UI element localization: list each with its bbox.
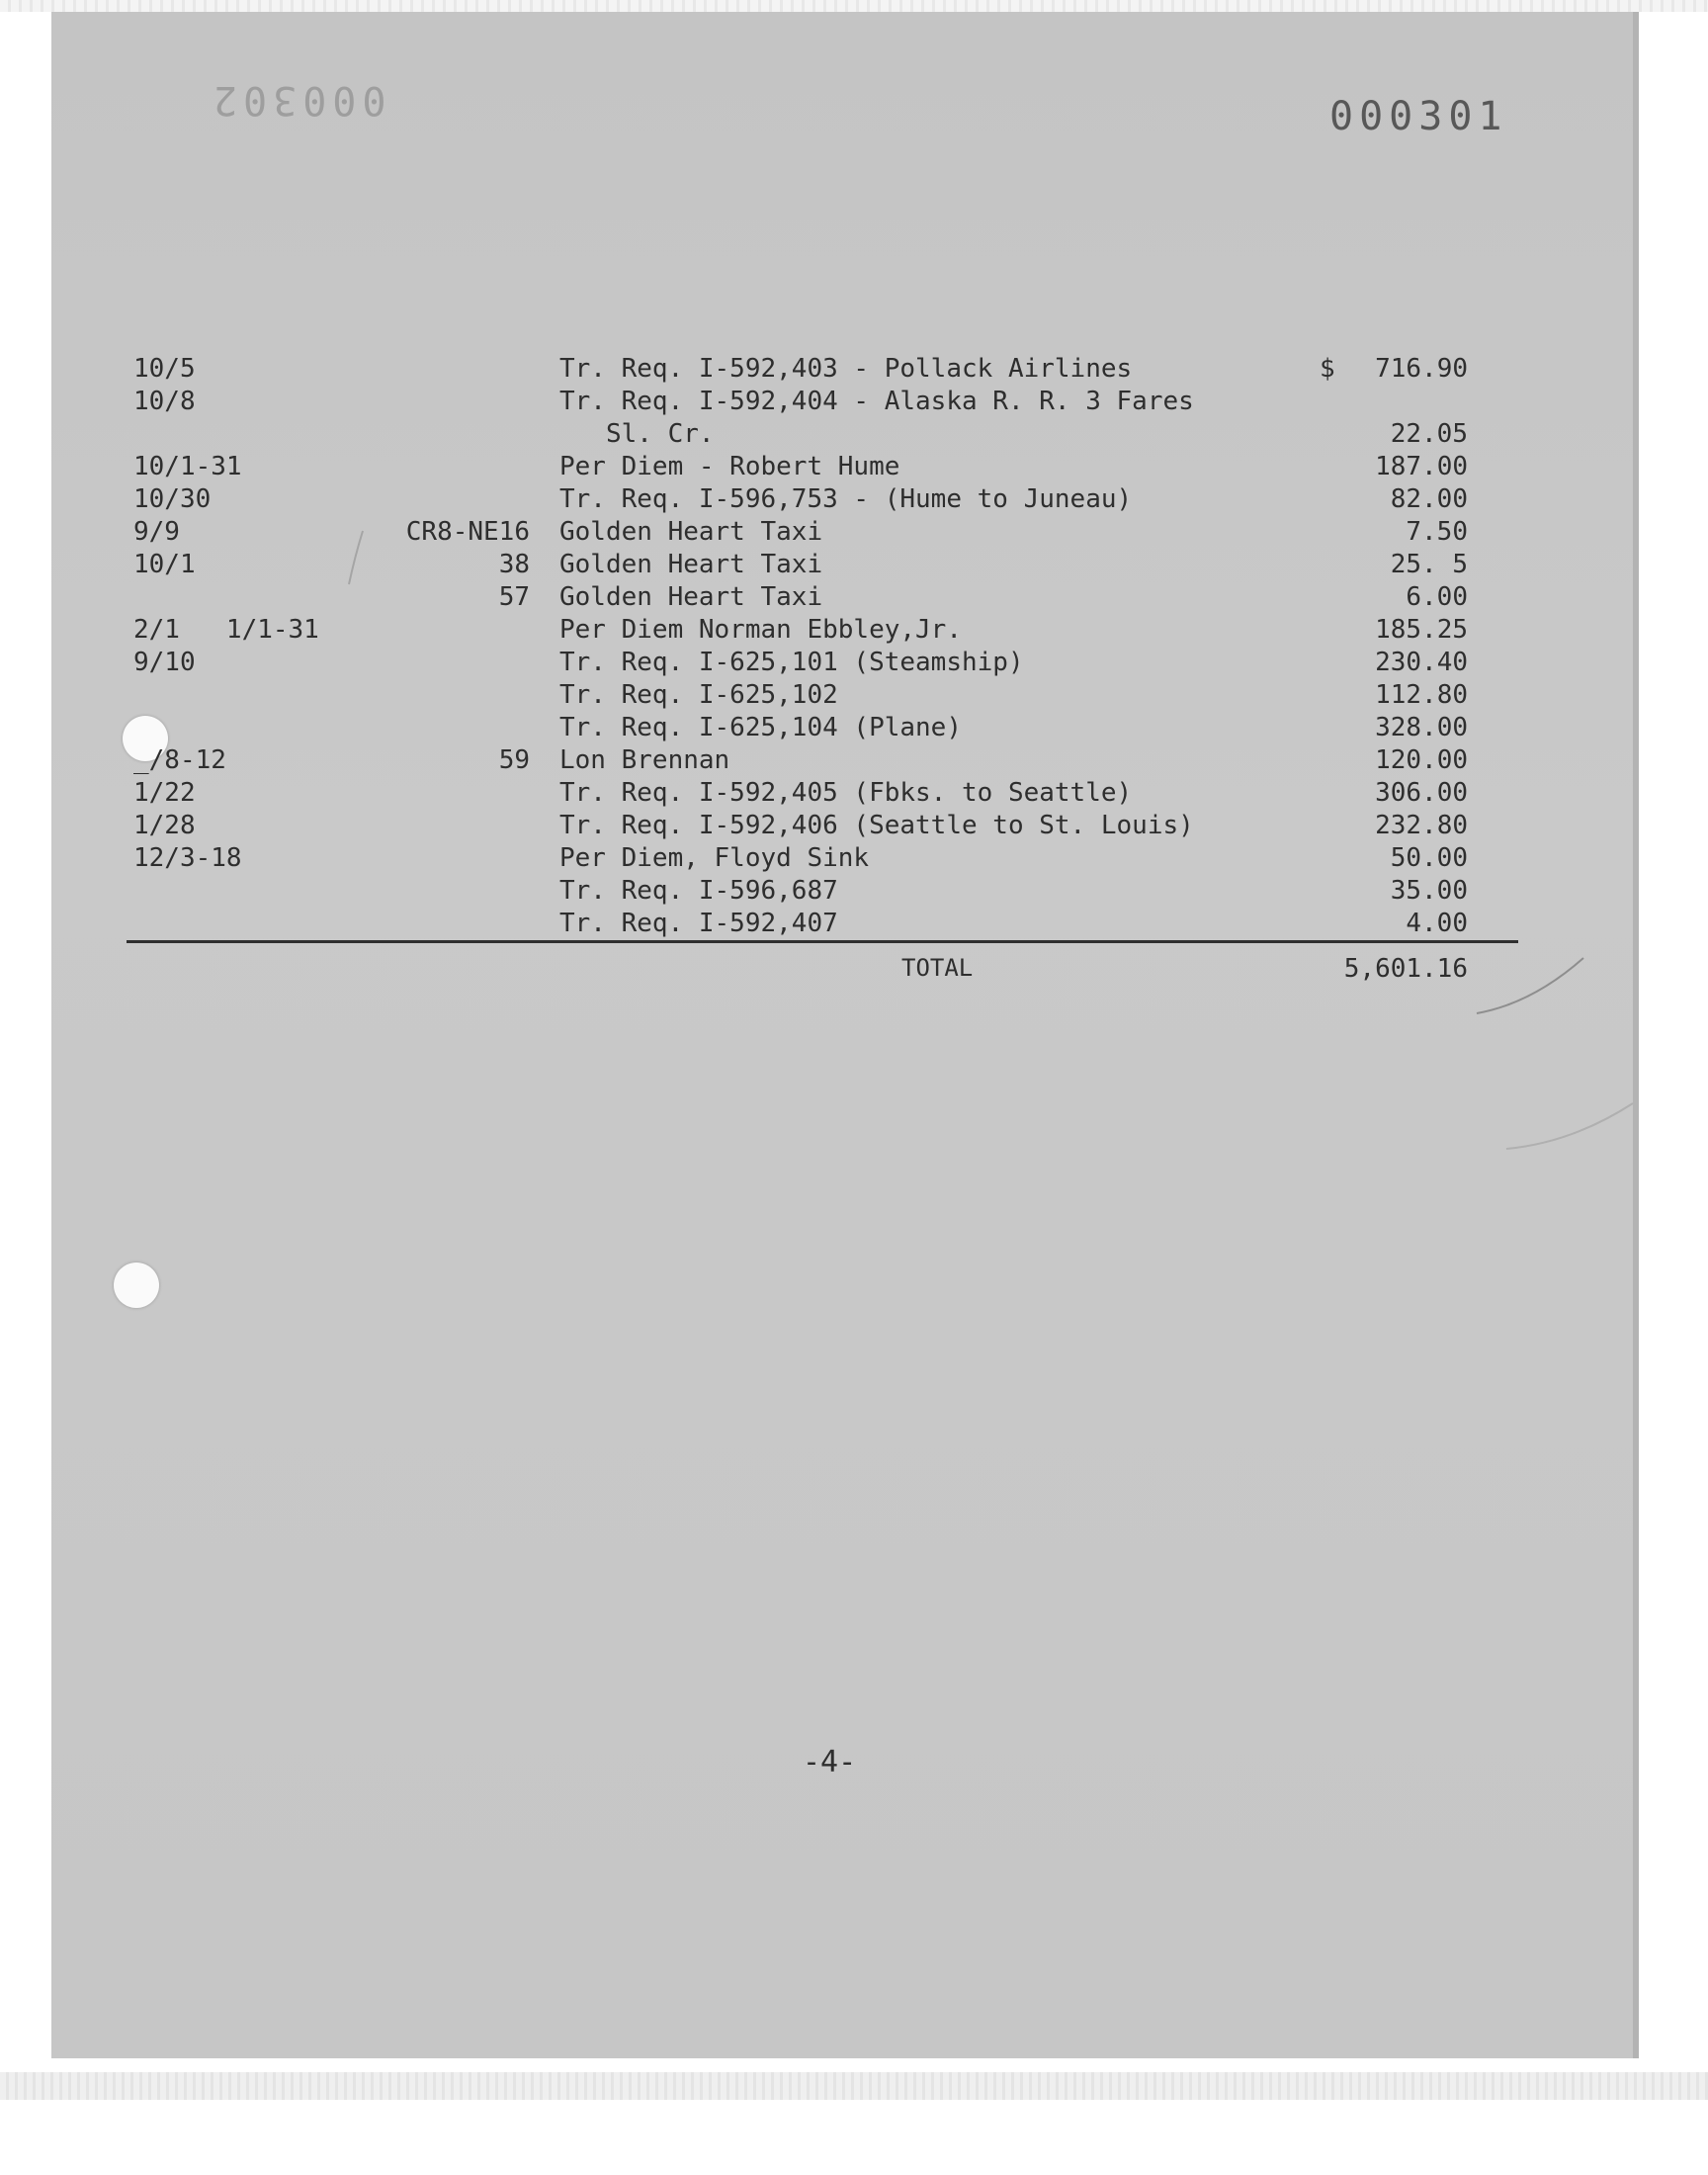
- row-date: 1/28: [133, 811, 196, 840]
- row-reference: CR8-NE16: [405, 517, 530, 547]
- row-amount: 306.00: [1375, 778, 1468, 808]
- pencil-tick-mark: [341, 529, 371, 588]
- row-amount: 187.00: [1375, 452, 1468, 481]
- row-amount: 6.00: [1406, 582, 1468, 612]
- row-description: Tr. Req. I-625,101 (Steamship): [559, 648, 1024, 677]
- row-date: 2/1 1/1-31: [133, 615, 319, 645]
- row-description: Tr. Req. I-592,406 (Seattle to St. Louis): [559, 811, 1194, 840]
- ledger-row: [0, 648, 1708, 680]
- row-date: 9/9: [133, 517, 180, 547]
- row-reference: 59: [498, 745, 530, 775]
- row-description: Sl. Cr.: [559, 419, 715, 449]
- row-description: Per Diem, Floyd Sink: [559, 843, 870, 873]
- row-amount: 82.00: [1390, 484, 1468, 514]
- row-description: Lon Brennan: [559, 745, 730, 775]
- punch-hole: [114, 1262, 159, 1308]
- ledger-row: [0, 843, 1708, 876]
- ledger-row: [0, 745, 1708, 778]
- row-date: _/8-12: [133, 745, 226, 775]
- row-amount: 328.00: [1375, 713, 1468, 742]
- ledger-row: [0, 582, 1708, 615]
- row-amount: 120.00: [1375, 745, 1468, 775]
- row-description: Tr. Req. I-625,104 (Plane): [559, 713, 962, 742]
- row-reference: 38: [498, 550, 530, 579]
- row-description: Tr. Req. I-592,407: [559, 909, 838, 938]
- row-description: Golden Heart Taxi: [559, 582, 823, 612]
- scan-edge-bottom: [0, 2072, 1708, 2100]
- row-description: Tr. Req. I-596,687: [559, 876, 838, 906]
- row-amount: 35.00: [1390, 876, 1468, 906]
- row-amount: 4.00: [1406, 909, 1468, 938]
- row-amount: 112.80: [1375, 680, 1468, 710]
- row-date: 1/22: [133, 778, 196, 808]
- row-amount: 22.05: [1390, 419, 1468, 449]
- row-amount: 25. 5: [1390, 550, 1468, 579]
- pencil-stroke-mark: [1473, 954, 1591, 1023]
- row-description: Per Diem Norman Ebbley,Jr.: [559, 615, 962, 645]
- total-rule: [127, 940, 1518, 943]
- ledger-row: [0, 811, 1708, 843]
- row-date: 10/1-31: [133, 452, 242, 481]
- row-date: 12/3-18: [133, 843, 242, 873]
- scan-edge-top: [0, 0, 1708, 12]
- row-date: 10/1: [133, 550, 196, 579]
- row-amount: 7.50: [1406, 517, 1468, 547]
- row-date: 10/8: [133, 387, 196, 416]
- ledger-row: [0, 452, 1708, 484]
- row-description: Tr. Req. I-596,753 - (Hume to Juneau): [559, 484, 1133, 514]
- ledger-row: [0, 615, 1708, 648]
- ledger-row: [0, 550, 1708, 582]
- row-description: Tr. Req. I-592,404 - Alaska R. R. 3 Fares: [559, 387, 1194, 416]
- row-amount: 716.90: [1375, 354, 1468, 384]
- ledger-row: [0, 778, 1708, 811]
- ledger-row: [0, 387, 1708, 419]
- row-date: 10/5: [133, 354, 196, 384]
- ledger-row: [0, 419, 1708, 452]
- row-description: Tr. Req. I-592,403 - Pollack Airlines: [559, 354, 1133, 384]
- ledger-row: [0, 876, 1708, 909]
- ledger-row: [0, 680, 1708, 713]
- mirrored-stamp-number: 000302: [208, 77, 386, 123]
- row-reference: 57: [498, 582, 530, 612]
- ledger-row: [0, 484, 1708, 517]
- row-date: 10/30: [133, 484, 212, 514]
- row-amount: 185.25: [1375, 615, 1468, 645]
- stamp-number: 000301: [1329, 94, 1508, 139]
- row-description: Golden Heart Taxi: [559, 550, 823, 579]
- total-label: TOTAL: [901, 954, 974, 982]
- dollar-sign: $: [1320, 354, 1335, 384]
- ledger-row: [0, 713, 1708, 745]
- row-amount: 230.40: [1375, 648, 1468, 677]
- ledger-row: [0, 517, 1708, 550]
- row-description: Golden Heart Taxi: [559, 517, 823, 547]
- row-amount: 50.00: [1390, 843, 1468, 873]
- row-description: Per Diem - Robert Hume: [559, 452, 900, 481]
- total-amount: 5,601.16: [1343, 954, 1468, 984]
- ledger-row: [0, 909, 1708, 941]
- ledger-row: [0, 354, 1708, 387]
- pencil-stroke-mark: [1502, 1097, 1641, 1157]
- row-amount: 232.80: [1375, 811, 1468, 840]
- row-date: 9/10: [133, 648, 196, 677]
- row-description: Tr. Req. I-592,405 (Fbks. to Seattle): [559, 778, 1133, 808]
- page-number: -4-: [803, 1745, 857, 1780]
- row-description: Tr. Req. I-625,102: [559, 680, 838, 710]
